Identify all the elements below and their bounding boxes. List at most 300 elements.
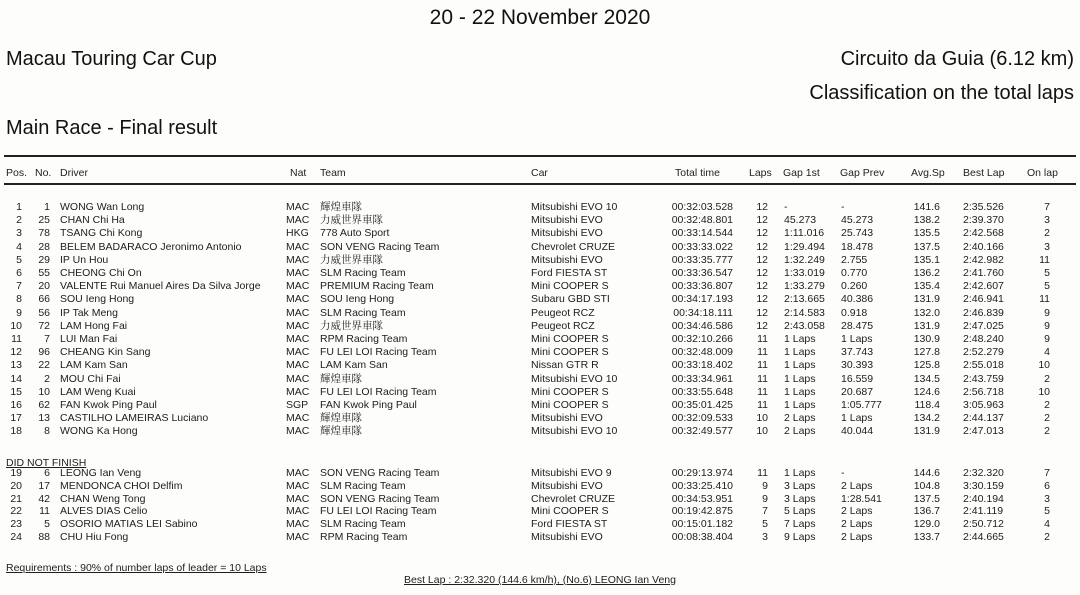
cell-no: 7 [44,333,50,345]
cell-car: Mini COOPER S [531,333,609,345]
col-avg-speed: Avg.Sp [911,167,945,179]
cell-car: Subaru GBD STI [531,293,610,306]
col-time: Total time [675,167,720,179]
cell-gap1: 2 Laps [784,412,816,425]
col-no: No. [35,167,52,179]
table-row [0,359,1080,372]
cell-gap1: - [784,201,788,213]
cell-driver: OSORIO MATIAS LEI Sabino [60,518,198,531]
cell-car: Mini COOPER S [531,505,609,518]
cell-laps: 3 [762,531,768,543]
cell-no: 42 [38,492,50,505]
cell-pos: 14 [10,372,22,385]
cell-nat: MAC [286,253,310,266]
cell-gapp: 2 Laps [841,505,873,518]
best-lap-note [0,574,1080,586]
cell-gapp: 45.273 [841,214,874,227]
cell-pos: 18 [10,425,22,438]
cell-nat: MAC [286,385,310,398]
cell-laps: 11 [757,372,768,385]
table-row [0,267,1080,280]
cell-best: 2:56.718 [963,385,1004,398]
cell-no: 11 [39,505,50,518]
cell-best: 2:41.119 [963,505,1004,518]
cell-onlap: 9 [1044,333,1050,345]
cell-time: 00:33:14.544 [671,227,733,240]
cell-best: 2:42.607 [963,280,1004,293]
cell-gapp: 2 Laps [841,479,873,492]
cell-pos: 24 [10,531,22,543]
cell-driver: BELEM BADARACO Jeronimo Antonio [60,240,242,253]
cell-onlap: 7 [1044,201,1050,213]
cell-gapp: 25.743 [841,227,874,240]
cell-gapp: 0.770 [841,267,868,279]
cell-nat: MAC [286,425,310,438]
cell-no: 6 [44,467,50,479]
cell-gap1: 1:11.016 [784,227,825,240]
cell-avg: 136.2 [913,267,940,279]
cell-gapp: 18.478 [841,240,874,253]
cell-nat: MAC [286,319,310,332]
cell-best: 2:48.240 [963,333,1004,345]
cell-onlap: 11 [1039,293,1050,306]
cell-time: 00:35:01.425 [671,399,733,411]
cell-team: SLM Racing Team [320,267,406,279]
cell-laps: 12 [756,227,768,240]
cell-no: 72 [38,319,50,332]
cell-no: 22 [38,359,50,372]
table-row [0,293,1080,306]
cell-best: 2:46.941 [963,293,1004,306]
cell-avg: 131.9 [913,293,940,306]
cell-team: FU LEI LOI Racing Team [320,385,437,398]
cell-pos: 1 [16,201,22,213]
cell-best: 2:42.568 [963,227,1004,240]
cell-onlap: 5 [1044,267,1050,279]
cell-avg: 135.1 [913,253,940,266]
cell-best: 2:32.320 [963,467,1004,479]
cell-driver: SOU Ieng Hong [60,293,135,306]
cell-nat: MAC [286,412,310,425]
cell-avg: 132.0 [913,306,940,319]
table-row [0,214,1080,227]
cell-car: Chevrolet CRUZE [531,240,616,253]
table-row [0,412,1080,425]
cell-pos: 20 [10,479,22,492]
cell-avg: 127.8 [913,346,940,359]
cell-time: 00:34:53.951 [671,492,733,505]
cell-gap1: 1:33.019 [784,267,825,279]
cell-car: Mitsubishi EVO [531,214,603,227]
cell-gapp: 16.559 [841,372,874,385]
cell-nat: MAC [286,479,310,492]
cell-team: LAM Kam San [320,359,388,372]
cell-onlap: 2 [1044,425,1050,438]
cell-avg: 137.5 [913,492,940,505]
cell-nat: MAC [286,306,310,319]
cell-gap1: 2:43.058 [784,319,825,332]
cell-driver: CHAN Chi Ha [60,214,125,227]
cell-gapp: 2 Laps [841,531,873,543]
cell-gapp: 28.475 [841,319,874,332]
cell-time: 00:33:33.022 [671,240,733,253]
cell-team: SLM Racing Team [320,479,406,492]
col-nat: Nat [290,167,307,179]
cell-pos: 19 [10,467,22,479]
col-best-lap: Best Lap [963,167,1005,179]
cell-time: 00:33:36.547 [671,267,733,279]
cell-nat: MAC [286,201,310,213]
cell-driver: LAM Hong Fai [60,319,128,332]
cell-gap1: 1 Laps [784,372,816,385]
cell-pos: 13 [10,359,22,372]
cell-laps: 11 [757,333,768,345]
table-row [0,518,1080,531]
cell-nat: MAC [286,240,310,253]
cell-driver: WONG Ka Hong [60,425,138,438]
cell-avg: 131.9 [913,319,940,332]
cell-car: Mitsubishi EVO 9 [531,467,612,479]
cell-no: 25 [38,214,50,227]
cell-laps: 11 [757,399,768,411]
cell-onlap: 4 [1044,518,1050,531]
cell-laps: 11 [757,385,768,398]
cell-nat: SGP [286,399,309,411]
cell-driver: CHEONG Chi On [60,267,142,279]
cell-onlap: 2 [1044,399,1050,411]
cell-car: Peugeot RCZ [531,319,595,332]
table-row [0,480,1080,493]
cell-gapp: 2 Laps [841,518,873,531]
cell-pos: 21 [10,492,22,505]
cell-no: 29 [38,253,50,266]
cell-gap1: 1 Laps [784,359,816,372]
table-row [0,386,1080,399]
cell-team: FU LEI LOI Racing Team [320,346,437,359]
cell-laps: 10 [756,412,768,425]
cell-gap1: 1 Laps [784,467,816,479]
cell-pos: 6 [16,267,22,279]
table-row [0,254,1080,267]
cell-laps: 12 [756,214,768,227]
cell-onlap: 5 [1044,280,1050,293]
cell-onlap: 5 [1044,505,1050,518]
cell-team: 力威世界車隊 [320,319,383,332]
cell-car: Mini COOPER S [531,399,609,411]
cell-best: 2:47.025 [963,319,1004,332]
session-title: Main Race - Final result [6,117,218,139]
cell-nat: MAC [286,492,310,505]
cell-pos: 9 [16,306,22,319]
cell-laps: 9 [762,479,768,492]
cell-car: Mitsubishi EVO 10 [531,372,618,385]
cell-nat: MAC [286,518,310,531]
cell-team: 力威世界車隊 [320,253,383,266]
table-row [0,241,1080,254]
cell-avg: 131.9 [913,425,940,438]
cell-no: 55 [38,267,50,279]
cell-car: Mitsubishi EVO [531,253,603,266]
table-row [0,320,1080,333]
cell-pos: 5 [16,253,22,266]
cell-best: 2:40.194 [963,492,1004,505]
classification-note: Classification on the total laps [809,82,1074,104]
cell-gapp: 2.755 [841,253,868,266]
cell-team: SOU Ieng Hong [320,293,395,306]
table-row [0,280,1080,293]
cell-car: Mitsubishi EVO 10 [531,201,618,213]
cell-no: 13 [38,412,50,425]
cell-gapp: 37.743 [841,346,874,359]
cell-car: Ford FIESTA ST [531,518,608,531]
cell-gap1: 2:13.665 [784,293,825,306]
cell-driver: ALVES DIAS Celio [60,505,148,518]
cell-laps: 11 [757,346,768,359]
cell-no: 1 [44,201,50,213]
cell-laps: 12 [756,240,768,253]
cell-team: RPM Racing Team [320,333,408,345]
cell-gapp: 0.918 [841,306,868,319]
cell-team: FU LEI LOI Racing Team [320,505,437,518]
cell-driver: TSANG Chi Kong [60,227,143,240]
cell-car: Mitsubishi EVO [531,227,603,240]
cell-nat: MAC [286,359,310,372]
cell-best: 2:46.839 [963,306,1004,319]
cell-onlap: 10 [1038,385,1050,398]
cell-avg: 141.6 [913,201,940,213]
cell-avg: 133.7 [913,531,940,543]
table-row [0,425,1080,438]
cell-pos: 2 [16,214,22,227]
cell-laps: 12 [756,293,768,306]
table-row [0,201,1080,214]
col-driver: Driver [60,167,88,179]
table-row [0,346,1080,359]
cell-time: 00:32:09.533 [671,412,733,425]
col-pos: Pos. [6,167,28,179]
cell-best: 2:43.759 [963,372,1004,385]
cell-laps: 12 [756,306,768,319]
cell-gap1: 45.273 [784,214,817,227]
cell-onlap: 7 [1044,467,1050,479]
cell-team: SLM Racing Team [320,518,406,531]
table-row [0,505,1080,518]
cell-team: 輝煌車隊 [320,412,362,425]
cell-no: 96 [38,346,50,359]
cell-time: 00:32:49.577 [671,425,733,438]
cell-driver: LAM Kam San [60,359,128,372]
cell-avg: 134.5 [913,372,940,385]
cell-best: 2:39.370 [963,214,1004,227]
cell-avg: 104.8 [913,479,940,492]
cell-team: 輝煌車隊 [320,425,362,438]
cell-pos: 23 [10,518,22,531]
cell-nat: MAC [286,505,310,518]
cell-time: 00:34:17.193 [671,293,733,306]
cell-gapp: 1:28.541 [841,492,882,505]
cell-car: Mini COOPER S [531,280,609,293]
cell-time: 00:32:48.801 [671,214,733,227]
cell-time: 00:33:35.777 [671,253,733,266]
cell-laps: 12 [756,319,768,332]
cell-laps: 9 [762,492,768,505]
cell-laps: 7 [762,505,768,518]
cell-driver: VALENTE Rui Manuel Aires Da Silva Jorge [60,280,261,293]
table-row [0,373,1080,386]
cell-best: 2:47.013 [963,425,1004,438]
cell-avg: 144.6 [913,467,940,479]
cell-avg: 134.2 [913,412,940,425]
cell-no: 28 [38,240,50,253]
cell-gapp: 1 Laps [841,333,873,345]
event-date: 20 - 22 November 2020 [429,6,651,29]
cell-gapp: 40.386 [841,293,874,306]
cell-gapp: - [841,467,845,479]
cell-time: 00:34:46.586 [671,319,733,332]
cell-best: 2:42.982 [963,253,1004,266]
cell-pos: 16 [10,399,22,411]
cell-team: SON VENG Racing Team [320,467,440,479]
cell-avg: 129.0 [913,518,940,531]
cell-gapp: - [841,201,845,213]
cell-gap1: 1 Laps [784,399,816,411]
cell-time: 00:29:13.974 [671,467,733,479]
cell-nat: MAC [286,372,310,385]
best-lap-text: Best Lap : 2:32.320 (144.6 km/h), (No.6) LEONG Ian Veng [404,574,676,586]
cell-best: 3:30.159 [963,479,1004,492]
cell-laps: 10 [756,425,768,438]
cell-avg: 135.5 [913,227,940,240]
col-laps: Laps [749,167,772,179]
cell-pos: 22 [10,505,22,518]
table-row [0,227,1080,240]
cell-nat: MAC [286,346,310,359]
col-gap-first: Gap 1st [783,167,820,179]
cell-nat: MAC [286,531,310,543]
cell-onlap: 9 [1044,306,1050,319]
cell-car: Mini COOPER S [531,385,609,398]
cell-pos: 7 [16,280,22,293]
cell-driver: WONG Wan Long [60,201,145,213]
cell-no: 2 [44,372,50,385]
cell-laps: 12 [756,201,768,213]
cell-gap1: 2 Laps [784,425,816,438]
cell-gap1: 1:32.249 [784,253,825,266]
cell-gapp: 40.044 [841,425,874,438]
cell-team: PREMIUM Racing Team [320,280,434,293]
cell-team: 力威世界車隊 [320,214,383,227]
cell-time: 00:32:48.009 [671,346,733,359]
cell-avg: 137.5 [913,240,940,253]
cell-time: 00:32:10.266 [671,333,733,345]
col-on-lap: On lap [1027,167,1058,179]
cell-pos: 3 [16,227,22,240]
cell-onlap: 3 [1044,214,1050,227]
cell-onlap: 2 [1044,227,1050,240]
cell-onlap: 2 [1044,412,1050,425]
cell-pos: 17 [10,412,22,425]
table-row [0,493,1080,506]
cell-driver: LEONG Ian Veng [60,467,142,479]
cell-best: 2:50.712 [963,518,1004,531]
cell-laps: 12 [756,253,768,266]
cell-nat: MAC [286,214,310,227]
cell-driver: LAM Weng Kuai [60,385,136,398]
col-team: Team [320,167,346,179]
cell-avg: 136.7 [913,505,940,518]
cell-team: SLM Racing Team [320,306,406,319]
cell-avg: 125.8 [913,359,940,372]
cell-laps: 5 [762,518,768,531]
cell-car: Mini COOPER S [531,346,609,359]
cell-nat: MAC [286,267,310,279]
cell-avg: 130.9 [913,333,940,345]
cell-onlap: 11 [1039,253,1050,266]
cell-onlap: 9 [1044,319,1050,332]
cell-nat: MAC [286,293,310,306]
cell-driver: LUI Man Fai [60,333,118,345]
cell-car: Mitsubishi EVO [531,531,603,543]
cell-onlap: 10 [1038,359,1050,372]
cell-gap1: 3 Laps [784,479,816,492]
cell-driver: IP Un Hou [60,253,109,266]
dnf-title: DID NOT FINISH [6,457,87,469]
cell-onlap: 4 [1044,346,1050,359]
cell-time: 00:19:42.875 [671,505,733,518]
cell-gap1: 1 Laps [784,333,816,345]
cell-best: 2:44.137 [963,412,1004,425]
cell-driver: CHEANG Kin Sang [60,346,151,359]
col-car: Car [531,167,548,179]
cell-driver: IP Tak Meng [60,306,118,319]
cell-team: RPM Racing Team [320,531,408,543]
cell-avg: 118.4 [914,399,940,411]
table-row [0,399,1080,412]
cell-gap1: 1 Laps [784,346,816,359]
circuit-name: Circuito da Guia (6.12 km) [840,48,1074,70]
cell-no: 5 [44,518,50,531]
cell-pos: 4 [16,240,22,253]
table-row [0,531,1080,544]
cell-gap1: 9 Laps [784,531,816,543]
cell-pos: 10 [10,319,22,332]
cell-time: 00:32:03.528 [671,201,733,213]
cell-best: 2:52.279 [963,346,1004,359]
cell-car: Mitsubishi EVO [531,412,603,425]
cell-driver: MENDONCA CHOI Delfim [60,479,183,492]
cell-best: 2:40.166 [963,240,1004,253]
top-rule [4,155,1076,157]
cell-onlap: 2 [1044,372,1050,385]
cell-laps: 11 [757,467,768,479]
cell-pos: 15 [10,385,22,398]
cell-team: 輝煌車隊 [320,201,362,213]
cell-time: 00:08:38.404 [671,531,733,543]
cell-team: SON VENG Racing Team [320,240,440,253]
cell-pos: 12 [10,346,22,359]
cell-onlap: 3 [1044,492,1050,505]
cell-laps: 12 [756,267,768,279]
table-row [0,333,1080,346]
cell-time: 00:33:18.402 [671,359,733,372]
cell-no: 20 [38,280,50,293]
cell-gapp: 20.687 [841,385,874,398]
cell-time: 00:15:01.182 [671,518,733,531]
cell-nat: MAC [286,467,310,479]
col-gap-prev: Gap Prev [840,167,885,179]
cell-gapp: 0.260 [841,280,868,293]
cell-onlap: 6 [1044,479,1050,492]
